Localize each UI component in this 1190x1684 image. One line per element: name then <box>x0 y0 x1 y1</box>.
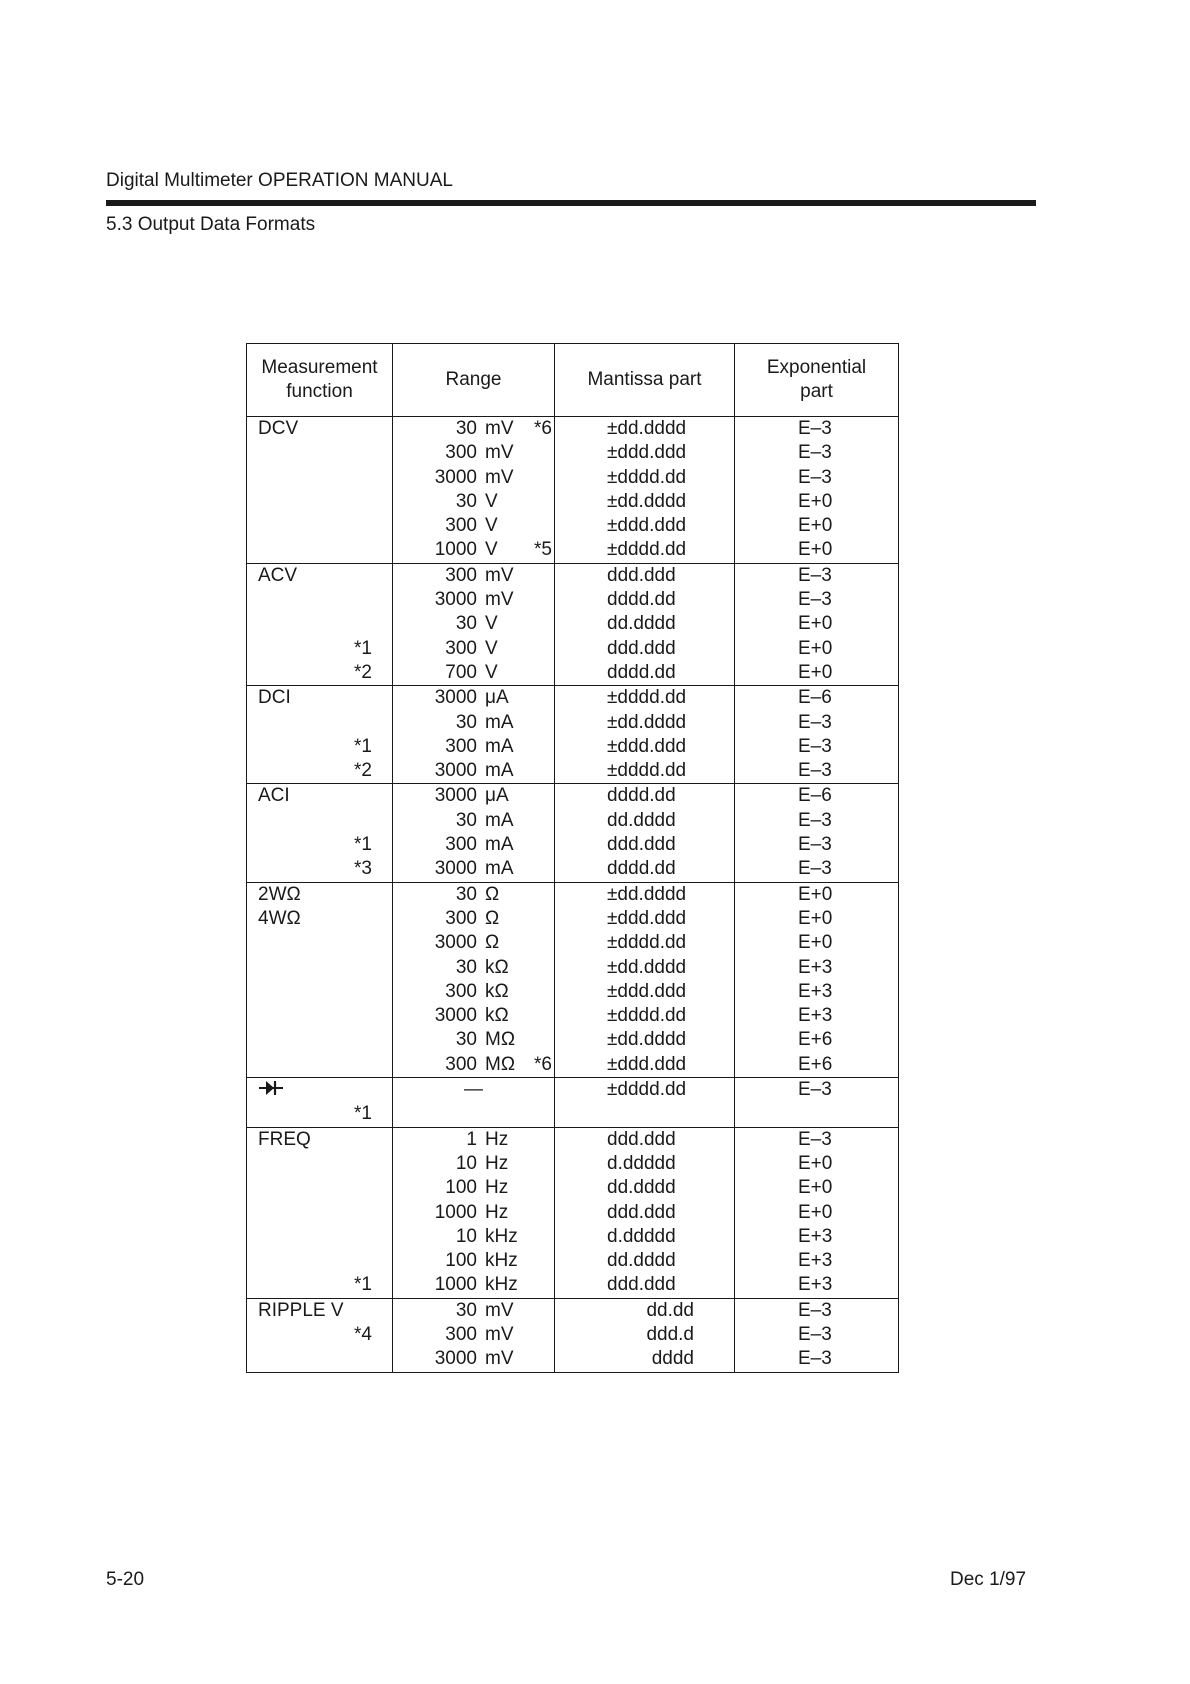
range-value: 300 <box>445 834 477 856</box>
exponent-value: E–3 <box>798 809 832 831</box>
range-unit: Hz <box>485 1152 509 1174</box>
mantissa-cell <box>555 417 735 564</box>
function-cell <box>247 882 393 1077</box>
mantissa-value: ddd.ddd <box>607 1274 676 1296</box>
header-rule <box>106 200 1036 206</box>
range-value: 300 <box>445 907 477 929</box>
range-line <box>393 907 554 931</box>
range-unit: V <box>485 637 498 659</box>
mantissa-cell <box>555 563 735 685</box>
column-header: Exponential part <box>735 344 899 417</box>
exponent-value: E–3 <box>798 858 832 880</box>
exponent-value: E+0 <box>798 613 833 635</box>
function-name <box>247 1176 392 1200</box>
range-value: 300 <box>445 564 477 586</box>
function-name: ACI <box>258 785 290 807</box>
range-value: 30 <box>455 711 477 733</box>
table-row <box>247 686 899 784</box>
exponent-cell <box>735 417 899 564</box>
exponent-value: E+0 <box>798 1201 833 1223</box>
page-header <box>106 170 1036 236</box>
exponent-value: E–3 <box>798 1299 832 1321</box>
range-unit: V <box>485 539 498 561</box>
mantissa-value: ±dd.dddd <box>607 1029 687 1051</box>
range-cell <box>393 1298 555 1372</box>
exponent-value: E–3 <box>798 564 832 586</box>
exponent-value: E+0 <box>798 1177 833 1199</box>
mantissa-value: ±dd.dddd <box>607 956 687 978</box>
mantissa-cell <box>555 1078 735 1128</box>
range-value: 30 <box>455 809 477 831</box>
exponent-value: E–3 <box>798 1079 832 1101</box>
mantissa-value: dd.dddd <box>607 1177 676 1199</box>
range-value: 300 <box>445 735 477 757</box>
range-line <box>393 1347 554 1371</box>
exponent-value: E+3 <box>798 1225 833 1247</box>
range-line <box>393 1028 554 1052</box>
table-row <box>247 882 899 1077</box>
mantissa-value: dddd.dd <box>607 858 676 880</box>
range-value: 1000 <box>434 1201 477 1223</box>
range-line <box>393 1152 554 1176</box>
exponent-value: E+0 <box>798 637 833 659</box>
function-footnote: *4 <box>354 1323 372 1345</box>
range-unit: V <box>485 661 498 683</box>
function-cell <box>247 417 393 564</box>
range-footnote: *6 <box>534 418 552 439</box>
range-value: 300 <box>445 1323 477 1345</box>
range-line <box>393 1078 554 1102</box>
exponent-value: E+0 <box>798 661 833 683</box>
range-unit: kΩ <box>485 980 509 1002</box>
range-value: 700 <box>445 661 477 683</box>
mantissa-value: ±ddd.ddd <box>607 980 687 1002</box>
function-name: DCI <box>258 687 291 709</box>
range-line <box>393 1225 554 1249</box>
mantissa-value: dddd.dd <box>607 785 676 807</box>
range-value: 30 <box>455 490 477 512</box>
range-unit: mV <box>485 564 514 586</box>
exponent-value: E+3 <box>798 956 833 978</box>
range-value: 3000 <box>434 785 477 807</box>
mantissa-value: ±dddd.dd <box>607 932 687 954</box>
exponent-value: E–3 <box>798 834 832 856</box>
exponent-value: E–3 <box>798 1348 832 1370</box>
range-line <box>393 686 554 710</box>
manual-title: Digital Multimeter OPERATION MANUAL <box>106 170 453 191</box>
range-line <box>393 490 554 514</box>
range-unit: mA <box>485 711 514 733</box>
mantissa-value: ddd.ddd <box>607 564 676 586</box>
mantissa-value: dd.dddd <box>607 613 676 635</box>
mantissa-value: ±dddd.dd <box>607 760 687 782</box>
mantissa-value: ±ddd.ddd <box>607 735 687 757</box>
column-header: Range <box>393 344 555 417</box>
table-row <box>247 784 899 882</box>
mantissa-value: ±dddd.dd <box>607 466 687 488</box>
range-value: 1000 <box>434 539 477 561</box>
mantissa-cell <box>555 686 735 784</box>
range-cell <box>393 882 555 1077</box>
range-value: 3000 <box>434 760 477 782</box>
section-title: 5.3 Output Data Formats <box>106 214 316 235</box>
range-unit: kHz <box>485 1250 518 1272</box>
range-value: 300 <box>445 442 477 464</box>
range-line <box>393 784 554 808</box>
range-line <box>393 417 554 441</box>
range-cell <box>393 1127 555 1298</box>
mantissa-cell <box>555 1298 735 1372</box>
function-cell <box>247 686 393 784</box>
range-cell <box>393 784 555 882</box>
range-unit: kHz <box>485 1274 518 1296</box>
mantissa-value: dd.dddd <box>607 1250 676 1272</box>
mantissa-value: ddd.d <box>646 1323 694 1345</box>
exponent-value: E–6 <box>798 785 832 807</box>
exponent-value: E+0 <box>798 490 833 512</box>
range-value: 3000 <box>434 1005 477 1027</box>
exponent-value: E–3 <box>798 711 832 733</box>
mantissa-value: ddd.ddd <box>607 637 676 659</box>
range-line <box>393 1299 554 1323</box>
function-name <box>247 1249 392 1273</box>
function-footnote: *2 <box>354 760 372 782</box>
range-value: 300 <box>445 980 477 1002</box>
range-unit: mV <box>485 1299 514 1321</box>
mantissa-value: dddd <box>651 1348 694 1370</box>
range-value: 300 <box>445 637 477 659</box>
table-row <box>247 563 899 685</box>
range-unit: Hz <box>485 1128 509 1150</box>
table-row <box>247 1078 899 1128</box>
range-line <box>393 883 554 907</box>
mantissa-value: d.ddddd <box>607 1225 676 1247</box>
range-unit: Hz <box>485 1177 509 1199</box>
function-name <box>247 711 392 735</box>
exponent-value: E+3 <box>798 1005 833 1027</box>
exponent-value: E–3 <box>798 442 832 464</box>
range-line <box>393 1323 554 1347</box>
range-value: 30 <box>455 1029 477 1051</box>
range-line <box>393 1249 554 1273</box>
range-unit: V <box>485 613 498 635</box>
mantissa-value: ±dddd.dd <box>607 687 687 709</box>
range-cell <box>393 417 555 564</box>
range-line <box>393 612 554 636</box>
function-name: 4WΩ <box>258 907 301 929</box>
function-name <box>247 809 392 833</box>
range-value: 10 <box>455 1152 477 1174</box>
range-line <box>393 956 554 980</box>
function-name <box>247 1201 392 1225</box>
range-line <box>393 1053 554 1077</box>
column-header: Measurement function <box>247 344 393 417</box>
column-header: Mantissa part <box>555 344 735 417</box>
range-unit: mV <box>485 466 514 488</box>
range-unit: mA <box>485 858 514 880</box>
range-unit: kΩ <box>485 1005 509 1027</box>
mantissa-value: ±dd.dddd <box>607 711 687 733</box>
range-line <box>393 538 554 562</box>
range-value: 30 <box>455 1299 477 1321</box>
function-name: ACV <box>258 564 298 586</box>
range-unit: mV <box>485 442 514 464</box>
range-line <box>393 441 554 465</box>
mantissa-value: ±dd.dddd <box>607 883 687 905</box>
exponent-cell <box>735 1127 899 1298</box>
range-line <box>393 466 554 490</box>
function-name: RIPPLE V <box>258 1299 344 1321</box>
page-number: 5-20 <box>106 1569 145 1590</box>
exponent-value: E+3 <box>798 1274 833 1296</box>
exponent-value: E+0 <box>798 515 833 537</box>
exponent-value: E+6 <box>798 1053 833 1075</box>
range-value: 30 <box>455 418 477 439</box>
range-value: 1000 <box>434 1274 477 1296</box>
mantissa-value: dddd.dd <box>607 589 676 611</box>
range-cell <box>393 686 555 784</box>
range-value: 30 <box>455 956 477 978</box>
range-value: 3000 <box>434 858 477 880</box>
function-name <box>247 612 392 636</box>
range-unit: mV <box>485 1323 514 1345</box>
function-footnote: *3 <box>354 858 372 880</box>
mantissa-value: ±dd.dddd <box>607 418 687 439</box>
range-unit: mA <box>485 834 514 856</box>
function-cell <box>247 563 393 685</box>
range-value: 300 <box>445 515 477 537</box>
function-footnote: *1 <box>354 834 372 856</box>
range-value: 3000 <box>434 466 477 488</box>
mantissa-cell <box>555 784 735 882</box>
mantissa-value: ±ddd.ddd <box>607 1053 687 1075</box>
exponent-cell <box>735 1298 899 1372</box>
range-unit: V <box>485 515 498 537</box>
function-cell <box>247 1127 393 1298</box>
function-footnote: *2 <box>354 661 372 683</box>
function-footnote: *1 <box>354 1274 372 1296</box>
function-cell <box>247 1078 393 1128</box>
range-unit: mV <box>485 418 514 439</box>
mantissa-value: ±ddd.ddd <box>607 907 687 929</box>
range-unit: Hz <box>485 1201 509 1223</box>
range-unit: μA <box>485 687 509 709</box>
range-value: 30 <box>455 613 477 635</box>
exponent-cell <box>735 784 899 882</box>
range-line <box>393 1201 554 1225</box>
exponent-value: E+3 <box>798 1250 833 1272</box>
range-cell <box>393 563 555 685</box>
mantissa-value: ±dddd.dd <box>607 1005 687 1027</box>
mantissa-value: ±ddd.ddd <box>607 515 687 537</box>
table-row <box>247 1298 899 1372</box>
range-line <box>393 735 554 759</box>
mantissa-cell <box>555 882 735 1077</box>
range-line <box>393 980 554 1004</box>
range-unit: μA <box>485 785 509 807</box>
exponent-cell <box>735 563 899 685</box>
function-footnote: *1 <box>354 1103 372 1125</box>
mantissa-value: ±dddd.dd <box>607 1079 687 1101</box>
exponent-cell <box>735 1078 899 1128</box>
exponent-value: E+0 <box>798 539 833 561</box>
range-line <box>393 1128 554 1152</box>
range-cell <box>393 1078 555 1128</box>
range-value: 100 <box>445 1177 477 1199</box>
range-unit: mA <box>485 760 514 782</box>
range-value: 30 <box>455 883 477 905</box>
range-unit: MΩ <box>485 1053 516 1075</box>
table-header-row <box>247 344 899 417</box>
exponent-value: E–3 <box>798 466 832 488</box>
range-value: 3000 <box>434 687 477 709</box>
function-cell <box>247 1298 393 1372</box>
exponent-cell <box>735 686 899 784</box>
range-unit: MΩ <box>485 1029 516 1051</box>
exponent-value: E–6 <box>798 687 832 709</box>
range-unit: Ω <box>485 883 500 905</box>
table-row <box>247 1127 899 1298</box>
range-value: — <box>464 1079 483 1101</box>
exponent-value: E+6 <box>798 1029 833 1051</box>
range-unit: kHz <box>485 1225 518 1247</box>
exponent-value: E–3 <box>798 1128 832 1150</box>
mantissa-cell <box>555 1127 735 1298</box>
mantissa-value: dd.dddd <box>607 809 676 831</box>
range-unit: V <box>485 490 498 512</box>
range-line <box>393 1273 554 1297</box>
function-name <box>247 1152 392 1176</box>
mantissa-value: ddd.ddd <box>607 834 676 856</box>
table-body <box>247 417 899 1373</box>
mantissa-value: ±ddd.ddd <box>607 442 687 464</box>
range-line <box>393 1004 554 1028</box>
range-value: 100 <box>445 1250 477 1272</box>
range-unit: Ω <box>485 907 500 929</box>
range-value: 1 <box>466 1128 477 1150</box>
exponent-value: E–3 <box>798 589 832 611</box>
exponent-value: E–3 <box>798 735 832 757</box>
range-footnote: *5 <box>534 539 552 561</box>
output-format-table <box>246 343 899 1373</box>
mantissa-value: dd.dd <box>646 1299 694 1321</box>
range-unit: kΩ <box>485 956 509 978</box>
function-footnote: *1 <box>354 637 372 659</box>
range-line <box>393 759 554 783</box>
range-line <box>393 833 554 857</box>
function-cell <box>247 784 393 882</box>
exponent-value: E–3 <box>798 760 832 782</box>
exponent-value: E+3 <box>798 980 833 1002</box>
exponent-value: E+0 <box>798 932 833 954</box>
range-line <box>393 931 554 955</box>
diode-icon <box>258 1078 284 1098</box>
function-footnote: *1 <box>354 735 372 757</box>
range-line <box>393 809 554 833</box>
range-line <box>393 661 554 685</box>
exponent-value: E+0 <box>798 1152 833 1174</box>
exponent-value: E+0 <box>798 883 833 905</box>
exponent-value: E–3 <box>798 418 832 439</box>
mantissa-value: ±dd.dddd <box>607 490 687 512</box>
range-line <box>393 588 554 612</box>
range-footnote: *6 <box>534 1053 552 1075</box>
range-line <box>393 564 554 588</box>
function-name: FREQ <box>258 1128 311 1150</box>
mantissa-value: dddd.dd <box>607 661 676 683</box>
exponent-value: E–3 <box>798 1323 832 1345</box>
function-diode <box>247 1078 392 1102</box>
range-value: 3000 <box>434 1348 477 1370</box>
range-line <box>393 1176 554 1200</box>
function-name <box>247 588 392 612</box>
range-unit: mV <box>485 589 514 611</box>
range-unit: Ω <box>485 932 500 954</box>
range-line <box>393 857 554 881</box>
mantissa-value: ±dddd.dd <box>607 539 687 561</box>
exponent-value: E+0 <box>798 907 833 929</box>
range-value: 10 <box>455 1225 477 1247</box>
mantissa-value: ddd.ddd <box>607 1201 676 1223</box>
range-value: 3000 <box>434 932 477 954</box>
range-line <box>393 514 554 538</box>
revision-date: Dec 1/97 <box>950 1569 1027 1590</box>
range-unit: mA <box>485 735 514 757</box>
range-value: 3000 <box>434 589 477 611</box>
table-row <box>247 417 899 564</box>
function-name: DCV <box>258 418 299 439</box>
mantissa-value: ddd.ddd <box>607 1128 676 1150</box>
exponent-cell <box>735 882 899 1077</box>
mantissa-value: d.ddddd <box>607 1152 676 1174</box>
range-line <box>393 637 554 661</box>
range-value: 300 <box>445 1053 477 1075</box>
range-line <box>393 711 554 735</box>
function-name <box>247 1225 392 1249</box>
function-name: 2WΩ <box>258 883 301 905</box>
range-unit: mV <box>485 1348 514 1370</box>
range-unit: mA <box>485 809 514 831</box>
